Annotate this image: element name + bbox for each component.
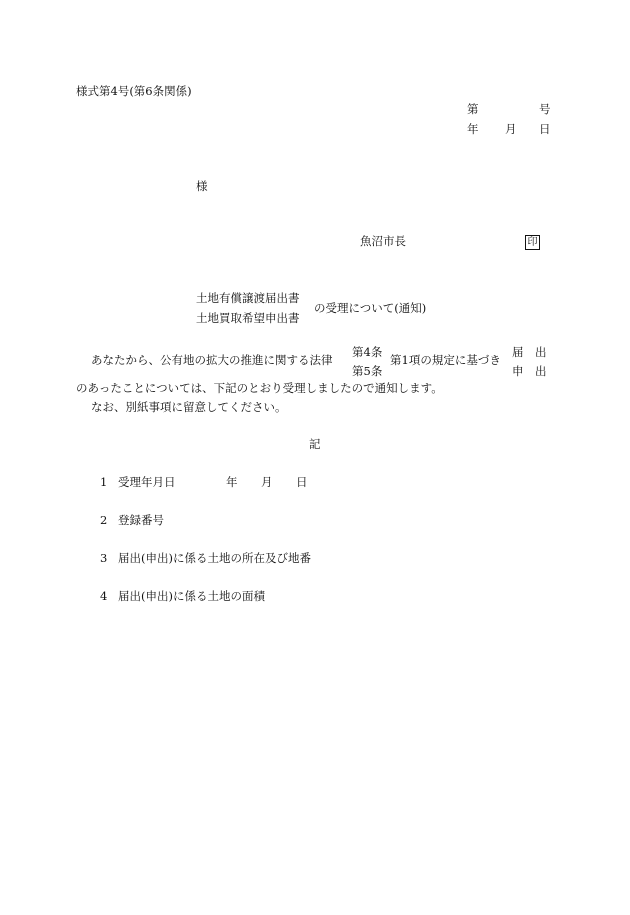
item-number: 2 [100, 513, 108, 527]
body-type-b: 申 出 [512, 364, 547, 378]
title-tail: の受理について(通知) [314, 301, 427, 315]
doc-date-day: 日 [539, 122, 551, 136]
body-type-a: 届 出 [512, 345, 547, 359]
recipient-suffix: 様 [196, 179, 208, 193]
body-line-2: のあったことについては、下記のとおり受理しましたので通知します。 [76, 381, 443, 395]
title-option-2: 土地買取希望申出書 [196, 311, 300, 325]
doc-date-month: 月 [505, 122, 517, 136]
form-label: 様式第4号(第6条関係) [76, 84, 192, 98]
body-article-a: 第4条 [352, 345, 383, 359]
seal-mark: 印 [525, 235, 540, 250]
body-article-b: 第5条 [352, 364, 383, 378]
item-month: 月 [261, 475, 273, 489]
item-label: 届出(申出)に係る土地の面積 [118, 589, 265, 603]
issuer-name: 魚沼市長 [360, 234, 406, 248]
item-day: 日 [296, 475, 308, 489]
item-year: 年 [226, 475, 238, 489]
doc-number-prefix: 第 [467, 102, 479, 116]
item-label: 登録番号 [118, 513, 164, 527]
body-line-3: なお、別紙事項に留意してください。 [91, 400, 287, 414]
ki-heading: 記 [309, 437, 321, 451]
item-label: 受理年月日 [118, 475, 176, 489]
item-number: 3 [100, 551, 108, 565]
body-middle: 第1項の規定に基づき [390, 353, 501, 367]
item-label: 届出(申出)に係る土地の所在及び地番 [118, 551, 311, 565]
doc-date-year: 年 [467, 122, 479, 136]
body-lead: あなたから、公有地の拡大の推進に関する法律 [91, 353, 333, 367]
doc-number-suffix: 号 [539, 102, 551, 116]
item-number: 1 [100, 475, 108, 489]
title-option-1: 土地有償譲渡届出書 [196, 291, 300, 305]
item-number: 4 [100, 589, 108, 603]
